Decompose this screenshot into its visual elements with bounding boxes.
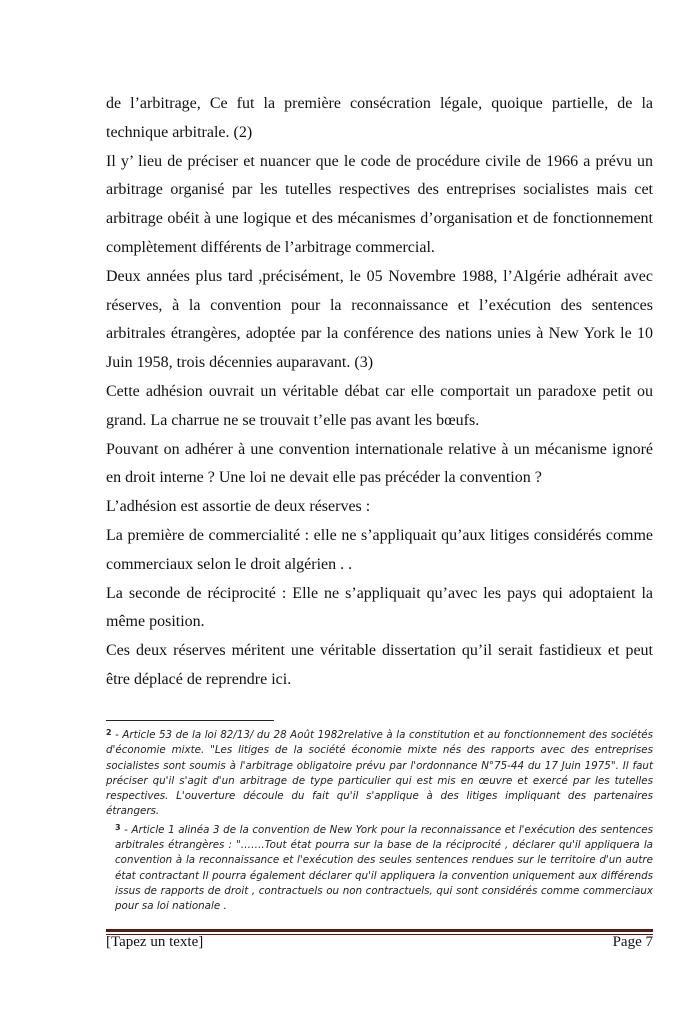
footnotes — [106, 725, 653, 915]
paragraph: La première de commercialité : elle ne s’appliquait qu’aux litiges considérés comme commerciaux selon le droit algérien . . — [106, 526, 653, 573]
paragraph: Pouvant on adhérer à une convention internationale relative à un mécanisme ignoré en droit interne ? Une loi ne devait elle pas précéder la convention ? — [106, 440, 653, 487]
footnote-number: 2 — [106, 728, 112, 737]
paragraph: L’adhésion est assortie de deux réserves : — [106, 498, 371, 516]
footer-placeholder-text: [Tapez un texte] — [106, 934, 204, 950]
paragraph: Deux années plus tard ,précisément, le 05 Novembre 1988, l’Algérie adhérait avec réserves, à la convention pour la reconnaissance et l’exécution des sentences arbitrales étrangères, adoptée par la conférence des nations unies à New York le 10 Juin 1958, trois décennies auparavant. (3) — [106, 267, 653, 372]
footnote-text: - Article 1 alinéa 3 de la convention de New York pour la reconnaissance et l'exécution des sentences arbitrales étrangères : "…….Tout état pourra sur la base de la réciprocité , déclarer qu'il appliquera la convention à la reconnaissance et l'exécution des seules sentences rendues sur le territoire d'un autre état contractant Il pourra également déclarer qu'il appliquera la convention uniquement aux différends issus de rapports de droit , contractuels ou non contractuels, qui sont considérés comme commerciaux pour sa loi nationale . — [115, 823, 653, 913]
footnote-number: 3 — [115, 822, 121, 832]
body-text — [106, 90, 653, 695]
footnote-2 — [106, 725, 653, 820]
footer-rule — [106, 929, 653, 932]
paragraph: Ces deux réserves méritent une véritable dissertation qu’il serait fastidieux et peut être déplacé de reprendre ici. — [106, 642, 653, 688]
paragraph: Il y’ lieu de préciser et nuancer que le code de procédure civile de 1966 a prévu un arbitrage organisé par les tutelles respectives des entreprises socialistes mais cet arbitrage obéit à une logique et des mécanismes d’organisation et de fonctionnement complètement différents de l’arbitrage commercial. — [106, 152, 653, 256]
footnote-text: - Article 53 de la loi 82/13/ du 28 Août 1982relative à la constitution et au fonctionnement des sociétés d'économie mixte. "Les litiges de la société économie mixte nés des rapports avec des entreprises socialistes sont soumis à l'arbitrage obligatoire prévu par l'ordonnance N°75-44 du 17 Juin 1975". Il faut préciser qu'il s'agit d'un arbitrage de type particulier qui est mis en œuvre et exercé par les tutelles respectives. L'ouverture découle du fait qu'il s'applique à des litiges impliquant des partenaires étrangers. — [106, 729, 653, 818]
paragraph: La seconde de réciprocité : Elle ne s’appliquait qu’avec les pays qui adoptaient la même position. — [106, 584, 653, 631]
page-number: Page 7 — [612, 934, 653, 950]
paragraph: Cette adhésion ouvrait un véritable débat car elle comportait un paradoxe petit ou grand. La charrue ne se trouvait t’elle pas avant les bœufs. — [106, 382, 653, 429]
footnote-3 — [106, 820, 653, 915]
paragraph: de l’arbitrage, Ce fut la première consécration légale, quoique partielle, de la technique arbitrale. (2) — [106, 95, 653, 141]
footnote-separator — [106, 720, 274, 721]
